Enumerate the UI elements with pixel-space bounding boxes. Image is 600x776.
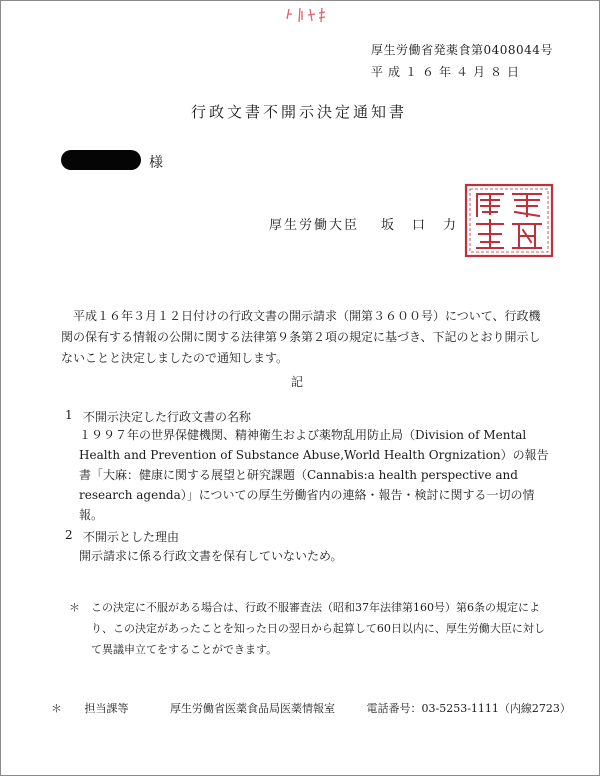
asterisk-mark: ＊ <box>51 702 62 715</box>
section-number: 2 <box>65 528 73 542</box>
notification-paragraph: 平成１６年３月１２日付けの行政文書の開示請求（開第３６００号）について、行政機関の保有する情報の公開に関する法律第９条第２項の規定に基づき、下記のとおり開示しないことと決定しましたので通知します。 <box>61 309 541 365</box>
contact-phone: 電話番号：03-5253-1111（内線2723） <box>366 702 571 715</box>
redacted-addressee <box>61 150 141 170</box>
sender-title: 厚生労働大臣 <box>269 218 360 233</box>
contact-label: 担当課等 <box>84 702 129 715</box>
section-number: 1 <box>65 408 73 422</box>
appeal-notice-text: この決定に不服がある場合は、行政不服審査法（昭和37年法律第160号）第6条の規定により、この決定があったことを知った日の翌日から起算して60日以内に、厚生労働大臣に対して異議申立てをすることができます。 <box>91 601 545 656</box>
section-heading: 不開示決定した行政文書の名称 <box>83 410 252 424</box>
appeal-notice <box>69 597 549 660</box>
document-title: 行政文書不開示決定通知書 <box>191 103 408 121</box>
asterisk-mark: ＊ <box>69 601 80 614</box>
section-body: 開示請求に係る行政文書を保有していないため。 <box>79 549 343 563</box>
handwritten-mark <box>284 5 334 25</box>
contact-office: 厚生労働省医薬食品局医薬情報室 <box>170 702 335 715</box>
document-date: 平成１６年４月８日 <box>371 65 525 79</box>
sender-name: 坂口力 <box>381 218 475 233</box>
addressee-honorific: 様 <box>149 155 163 171</box>
official-seal-stamp <box>463 182 555 259</box>
section-heading: 不開示とした理由 <box>83 530 180 544</box>
section-body: １９９７年の世界保健機関、精神衛生および薬物乱用防止局（Division of Mental Health and Prevention of Substance Abuse,World Health Orgnization）の報告書「大麻：健康に関する展望と研究課題（Cannabis:a health perspective and research agenda）」についての厚生労働省内の連絡・報告・検討に関する一切の情報。 <box>79 428 549 522</box>
ki-heading: 記 <box>291 375 304 389</box>
contact-footer <box>51 700 571 716</box>
document-number: 厚生労働省発薬食第0408044号 <box>371 43 553 57</box>
